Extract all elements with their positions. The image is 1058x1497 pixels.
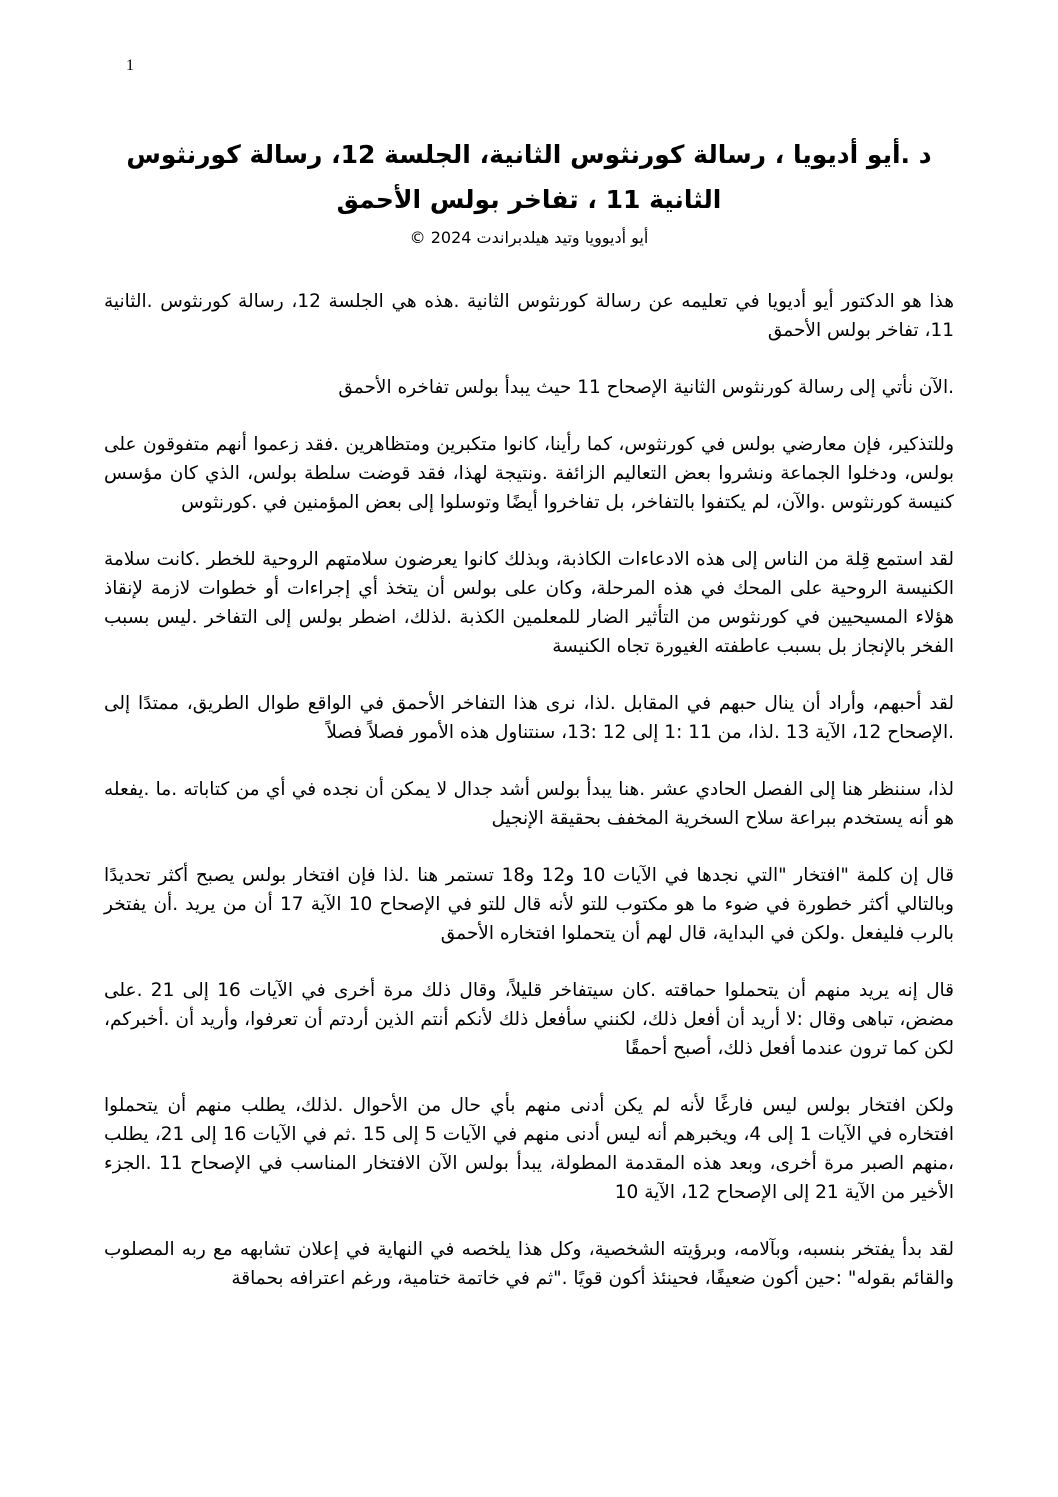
paragraph: قال إنه يريد منهم أن يتحملوا حماقته .كان سيتفاخر قليلاً، وقال ذلك مرة أخرى في الآيات 16 إلى 21 .على مضض، تباهى وقال :لا أريد أن أفعل ذلك، لكنني سأفعل ذلك لأنكم أنتم الذين أردتم أن تعرفوا، وأريد أن .أخبركم، لكن كما ترون عندما أفعل ذلك، أصبح أحمقًا	[104, 980, 954, 1059]
title-line-2: الثانية 11 ، تفاخر بولس الأحمق	[336, 185, 722, 214]
paragraph: .الآن نأتي إلى رسالة كورنثوس الثانية الإصحاح 11 حيث يبدأ بولس تفاخره الأحمق	[338, 377, 954, 398]
paragraph: لذا، سننظر هنا إلى الفصل الحادي عشر .هنا يبدأ بولس أشد جدال لا يمكن أن نجده في أي من كتاباته .ما .يفعله هو أنه يستخدم ببراعة سلاح السخرية المخفف بحقيقة الإنجيل	[104, 779, 954, 829]
paragraph: لقد أحبهم، وأراد أن ينال حبهم في المقابل .لذا، نرى هذا التفاخر الأحمق في الواقع طوال الطريق، ممتدًا إلى .الإصحاح 12، الآية 13 .لذا، من 11 :1 إلى 12 :13، سنتناول هذه الأمور فصلاً فصلاً	[104, 693, 954, 743]
paragraph: لقد استمع قِلة من الناس إلى هذه الادعاءات الكاذبة، وبذلك كانوا يعرضون سلامتهم الروحية للخطر .كانت سلامة الكنيسة الروحية على المحك في هذه المرحلة، وكان على بولس أن يتخذ أي إجراءات أو خطوات لازمة لإنقاذ هؤلاء المسيحيين في كورنثوس من التأثير الضار للمعلمين الكذبة .لذلك، اضطر بولس إلى التفاخر .ليس بسبب الفخر بالإنجاز بل بسبب عاطفته الغيورة تجاه الكنيسة	[104, 549, 954, 657]
page-number: 1	[126, 57, 134, 74]
paragraph: هذا هو الدكتور أيو أديويا في تعليمه عن رسالة كورنثوس الثانية .هذه هي الجلسة 12، رسالة كورنثوس .الثانية 11، تفاخر بولس الأحمق	[104, 291, 955, 341]
copyright-line: أيو أديوويا وتيد هيلدبراندت 2024 ©	[409, 228, 649, 247]
paragraph: قال إن كلمة "افتخار "التي نجدها في الآيات 10 و12 و18 تستمر هنا .لذا فإن افتخار بولس يصبح أكثر تحديدًا وبالتالي أكثر خطورة في ضوء ما هو مكتوب للتو لأنه قال للتو في الإصحاح 10 الآية 17 أن من يريد .أن يفتخر بالرب فليفعل .ولكن في البداية، قال لهم أن يتحملوا افتخاره الأحمق	[104, 865, 954, 944]
paragraph: ولكن افتخار بولس ليس فارغًا لأنه لم يكن أدنى منهم بأي حال من الأحوال .لذلك، يطلب منهم أن يتحملوا افتخاره في الآيات 1 إلى 4، ويخبرهم أنه ليس أدنى منهم في الآيات 5 إلى 15 .ثم في الآيات 16 إلى 21، يطلب ،منهم الصبر مرة أخرى، وبعد هذه المقدمة المطولة، يبدأ بولس الآن الافتخار المناسب في الإصحاح 11 .الجزء الأخير من الآية 21 إلى الإصحاح 12، الآية 10	[104, 1095, 954, 1203]
document-body	[104, 287, 954, 1293]
title-line-1: د .أيو أديويا ، رسالة كورنثوس الثانية، الجلسة 12، رسالة كورنثوس	[126, 140, 932, 169]
paragraph: لقد بدأ يفتخر بنسبه، وبآلامه، وبرؤيته الشخصية، وكل هذا يلخصه في النهاية في إعلان تشابهه مع ربه المصلوب والقائم بقوله" :حين أكون ضعيفًا، فحينئذ أكون قويًا ."ثم في خاتمة ختامية، ورغم اعترافه بحماقة	[104, 1239, 954, 1289]
paragraph: وللتذكير، فإن معارضي بولس في كورنثوس، كما رأينا، كانوا متكبرين ومتظاهرين .فقد زعموا أنهم متفوقون على بولس، ودخلوا الجماعة ونشروا بعض التعاليم الزائفة .ونتيجة لهذا، فقد قوضت سلطة بولس، الذي كان مؤسس كنيسة كورنثوس .والآن، لم يكتفوا بالتفاخر، بل تفاخروا أيضًا وتوسلوا إلى بعض المؤمنين في .كورنثوس	[104, 434, 954, 513]
document-title	[104, 132, 954, 222]
